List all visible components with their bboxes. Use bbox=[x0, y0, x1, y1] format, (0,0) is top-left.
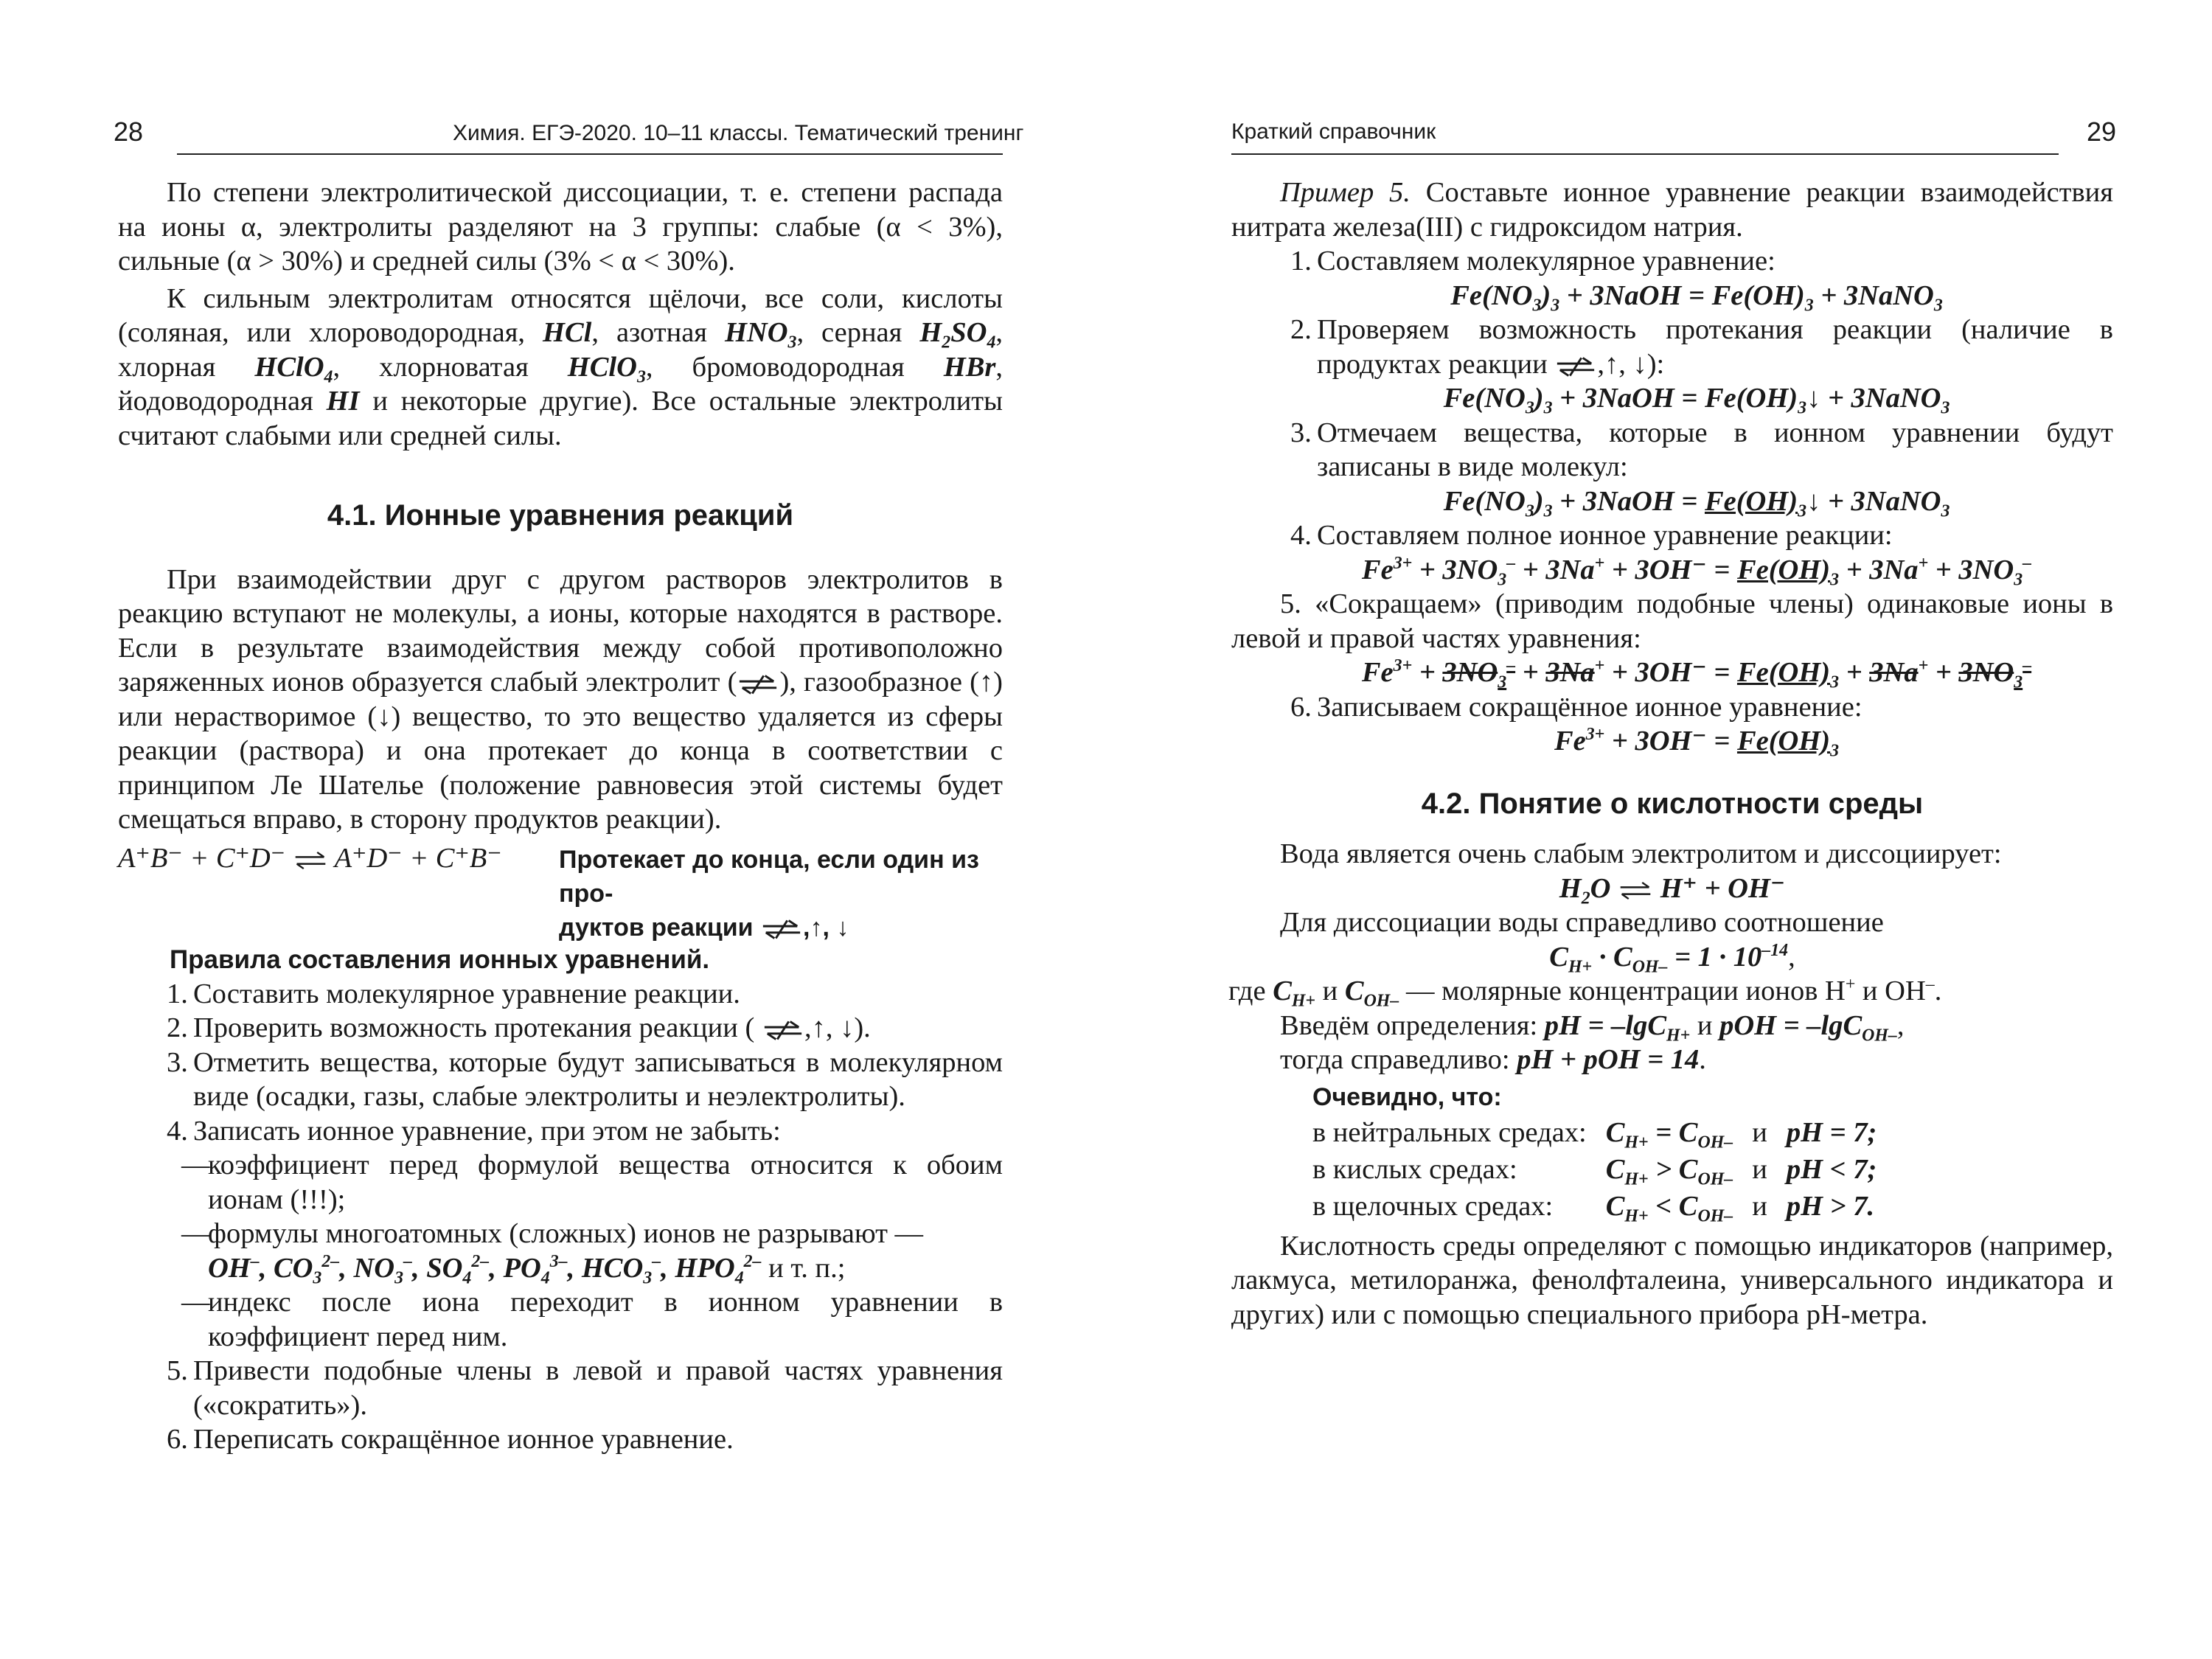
equation: $Fe^{3+} + 3NO_3^- + 3Na^+ + 3OH^- = Fe(OH)_3 + 3Na^+ + 3NO_3^-$ bbox=[1361, 553, 2032, 590]
steps-list bbox=[1280, 244, 2113, 590]
right-page bbox=[1106, 0, 2212, 1659]
list-item: 3. Отмечаем вещества, которые в ионном уравнении будут записаны в виде молекул: bbox=[1290, 417, 2113, 482]
header-rule bbox=[1231, 153, 2059, 155]
equation: $Fe(NO_3)_3$ + 3NaOH = $Fe(OH)_3↓$ + 3NaNO$_3$ bbox=[1443, 383, 1950, 418]
scheme-equation: A⁺B⁻ + C⁺D⁻ A⁺D⁻ + C⁺B⁻ bbox=[118, 842, 502, 874]
paragraph: где $C_{H+}$ и $C_{OH-}$ — молярные концентрации ионов H+ и OH–. bbox=[1228, 975, 1942, 1011]
paragraph: По степени электролитической диссоциации, т. е. степени распада на ионы α, электролиты разделяют на 3 группы: слабые (α < 3%), сильные (α > 30%) и средней силы (3% < α < 30%). bbox=[118, 177, 1003, 276]
table-row: в нейтральных средах: $C_{H+} = C_{OH-}$ и pH = 7; bbox=[1312, 1116, 1877, 1152]
right-body bbox=[1228, 175, 2113, 1332]
rules-title: Правила составления ионных уравнений. bbox=[170, 945, 710, 974]
ion-product-equation: $C_{H+} \cdot C_{OH-} = 1 \cdot 10^{-14}$, bbox=[1549, 940, 1795, 977]
list-item: 1. Составить молекулярное уравнение реакции. bbox=[167, 978, 740, 1009]
equation-cancelled: $Fe^{3+} + 3NO_3^- + 3Na^+ + 3OH^- = Fe(OH)_3 + 3Na^+ + 3NO_3^-$ bbox=[1361, 656, 2032, 692]
weak-electrolyte-icon bbox=[760, 918, 803, 940]
section-title: 4.1. Ионные уравнения реакций bbox=[327, 499, 794, 532]
list-item: 2. Проверяем возможность протекания реакции (наличие в продуктах реакции ,↑, ↓): bbox=[1290, 314, 2113, 380]
acidity-table bbox=[1312, 1114, 1896, 1225]
list-item: 2. Проверить возможность протекания реакции ( ,↑, ↓). bbox=[167, 1012, 871, 1043]
running-head: Краткий справочник bbox=[1231, 119, 1436, 144]
weak-electrolyte-icon bbox=[762, 1019, 804, 1041]
paragraph: 5. «Сокращаем» (приводим подобные члены) одинаковые ионы в левой и правой частях уравнения: bbox=[1231, 588, 2113, 654]
paragraph: Кислотность среды определяют с помощью индикаторов (например, лакмуса, метилоранжа, фенолфталеина, универсального индикатора и других) или с помощью специального прибора pH-метра. bbox=[1231, 1230, 2113, 1330]
page-number: 28 bbox=[114, 116, 144, 147]
paragraph-strong-electrolytes: К сильным электролитам относятся щёлочи, все соли, кислоты (соляная, или хлороводородная, HCl, азотная $HNO_3$, серная $H_2SO_4$, хлорная HClO$_4$, хлорноватая HClO$_3$, бромоводородная HBr, йодоводородная HI и некоторые другие). Все остальные электролиты считают слабыми или средней силы. bbox=[118, 282, 1004, 451]
list-item: 6. Записываем сокращённое ионное уравнение: bbox=[1290, 691, 1863, 723]
paragraph: Для диссоциации воды справедливо соотношение bbox=[1280, 907, 1884, 938]
equation: $Fe^{3+} + 3OH^- = Fe(OH)_3$ bbox=[1554, 725, 1840, 761]
table-row: в щелочных средах: $C_{H+} < C_{OH-}$ и pH > 7. bbox=[1312, 1190, 1875, 1226]
table-row: в кислых средах: $C_{H+} > C_{OH-}$ и pH < 7; bbox=[1312, 1153, 1877, 1189]
list-subitem: — индекс после иона переходит в ионном уравнении в коэффициент перед ним. bbox=[181, 1287, 1003, 1352]
list-item: 1. Составляем молекулярное уравнение: bbox=[1290, 246, 1775, 276]
running-head: Химия. ЕГЭ-2020. 10–11 классы. Тематический тренинг bbox=[453, 121, 1024, 145]
obvious-label: Очевидно, что: bbox=[1312, 1082, 1502, 1111]
left-body bbox=[118, 175, 1003, 1457]
ion-formulas: OH–, $CO_3^{2-}$, $NO_3^-$, $SO_4^{2-}$, $PO_4^{3-}$, $HCO_3^-$, $HPO_4^{2-}$ bbox=[208, 1251, 762, 1288]
list-item: 4. Составляем полное ионное уравнение реакции: bbox=[1290, 520, 1893, 551]
reversible-arrow-icon bbox=[1618, 880, 1653, 901]
steps-list bbox=[1280, 690, 2113, 759]
paragraph: Введём определения: pH = –lgC$_{H+}$ и pOH = –lgC$_{OH-}$, тогда справедливо: pH + pOH = 14. bbox=[1280, 1009, 1905, 1075]
list-subitem: — коэффициент перед формулой вещества относится к обоим ионам (!!!); bbox=[181, 1150, 1003, 1215]
list-item: 6. Переписать сокращённое ионное уравнение. bbox=[167, 1424, 734, 1455]
equation: $Fe(NO_3)_3$ + 3NaOH = $Fe(OH)_3$ + 3NaNO$_3$ bbox=[1450, 279, 1943, 316]
weak-electrolyte-icon bbox=[737, 673, 779, 695]
list-subitem: — формулы многоатомных (сложных) ионов не разрывают — OH–, $CO_3^{2-}$, $NO_3^-$, $SO_4^{2-}$, $PO_4^{3-}$, $HCO_3^-$, $HPO_4^{2-}$ и т. п.; bbox=[181, 1218, 924, 1288]
page-number: 29 bbox=[2087, 116, 2117, 147]
water-equation: $H_2O$ H⁺ + OH⁻ bbox=[1559, 872, 1786, 908]
header-rule bbox=[177, 153, 1003, 155]
example-paragraph: Пример 5. Составьте ионное уравнение реакции взаимодействия нитрата железа(III) с гидроксидом натрия. bbox=[1231, 177, 2113, 243]
rules-list bbox=[156, 977, 1003, 1457]
paragraph-ionic-reactions: При взаимодействии друг с другом растворов электролитов в реакцию вступают не молекулы, а ионы, которые находятся в растворе. Если в результате взаимодействия между собой противоположно заряженных ионов образуется слабый электролит ( ), газообразное (↑) или нерастворимое (↓) вещество, то это вещество удаляется из сферы реакции (раствора) и она протекает до конца в соответствии с принципом Ле Шателье (положение равновесия этой системы будет смещаться вправо, в сторону продуктов реакции). bbox=[118, 563, 1003, 835]
list-item: 4. Записать ионное уравнение, при этом не забыть: bbox=[167, 1115, 781, 1147]
section-title: 4.2. Понятие о кислотности среды bbox=[1421, 787, 1924, 820]
scheme-note: Протекает до конца, если один из про- дуктов реакции ,↑, ↓ bbox=[559, 845, 979, 942]
reversible-arrow-icon bbox=[293, 850, 328, 871]
equation: $Fe(NO_3)_3$ + 3NaOH = $Fe(OH)_3↓$ + 3NaNO$_3$ bbox=[1443, 485, 1950, 521]
list-item: 3. Отметить вещества, которые будут записываться в молекулярном виде (осадки, газы, слабые электролиты и неэлектролиты). bbox=[167, 1046, 1003, 1112]
list-item: 5. Привести подобные члены в левой и правой частях уравнения («сократить»). bbox=[167, 1355, 1003, 1421]
paragraph: Вода является очень слабым электролитом и диссоциирует: bbox=[1280, 838, 2002, 869]
reaction-scheme bbox=[118, 841, 1003, 942]
weak-electrolyte-icon bbox=[1554, 355, 1597, 378]
